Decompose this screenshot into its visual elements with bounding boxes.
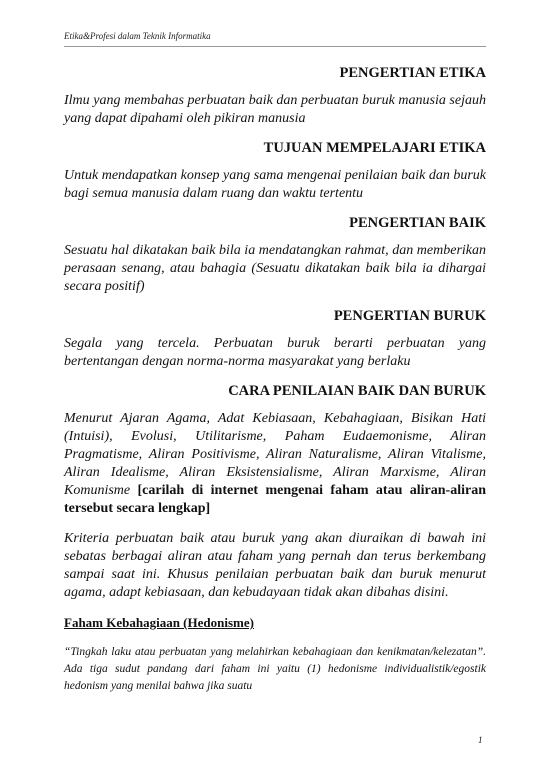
header-divider bbox=[64, 46, 486, 47]
page-content bbox=[64, 64, 486, 695]
subsection-title-hedonisme: Faham Kebahagiaan (Hedonisme) bbox=[64, 615, 254, 630]
research-note: [carilah di internet mengenai faham atau aliran-aliran tersebut secara lengkap] bbox=[64, 483, 486, 516]
paragraph-hedonisme: “Tingkah laku atau perbuatan yang melahirkan kebahagiaan dan kenikmatan/kelezatan”. Ada tiga sudut pandang dari faham ini yaitu (1) hedonisme individualistik/egostik hedonism yang menilai bahwa jika suatu bbox=[64, 646, 486, 692]
paragraph-pengertian-etika: Ilmu yang membahas perbuatan baik dan perbuatan buruk manusia sejauh yang dapat dipahami oleh pikiran manusia bbox=[64, 93, 486, 126]
paragraph-pengertian-baik: Sesuatu hal dikatakan baik bila ia mendatangkan rahmat, dan memberikan perasaan senang, atau bahagia (Sesuatu dikatakan baik bila ia dihargai secara positif) bbox=[64, 243, 486, 294]
heading-tujuan-etika: TUJUAN MEMPELAJARI ETIKA bbox=[263, 140, 486, 156]
heading-cara-penilaian: CARA PENILAIAN BAIK DAN BURUK bbox=[228, 383, 486, 399]
page-number: 1 bbox=[478, 735, 483, 745]
paragraph-tujuan-etika: Untuk mendapatkan konsep yang sama mengenai penilaian baik dan buruk bagi semua manusia dalam ruang dan waktu tertentu bbox=[64, 168, 486, 201]
cara-penilaian-list: Menurut Ajaran Agama, Adat Kebiasaan, Kebahagiaan, Bisikan Hati (Intuisi), Evolusi, Utilitarisme, Paham Eudaemonisme, Aliran Pragmatisme, Aliran Positivisme, Aliran Naturalisme, Aliran Vitalisme, Aliran Idealisme, Aliran Eksistensialisme, Aliran Marxisme, Aliran Komunisme bbox=[64, 411, 486, 498]
heading-pengertian-baik: PENGERTIAN BAIK bbox=[349, 215, 486, 231]
running-header: Etika&Profesi dalam Teknik Informatika bbox=[64, 31, 211, 41]
heading-pengertian-buruk: PENGERTIAN BURUK bbox=[333, 308, 486, 324]
paragraph-cara-penilaian bbox=[64, 410, 486, 518]
paragraph-pengertian-buruk: Segala yang tercela. Perbuatan buruk berarti perbuatan yang bertentangan dengan norma-norma masyarakat yang berlaku bbox=[64, 336, 486, 369]
heading-pengertian-etika: PENGERTIAN ETIKA bbox=[339, 65, 486, 81]
paragraph-kriteria: Kriteria perbuatan baik atau buruk yang akan diuraikan di bawah ini sebatas berbagai aliran atau faham yang pernah dan terus berkembang sampai saat ini. Khusus penilaian perbuatan baik dan buruk menurut agama, adapt kebiasaan, dan kebudayaan tidak akan dibahas disini. bbox=[64, 531, 486, 600]
